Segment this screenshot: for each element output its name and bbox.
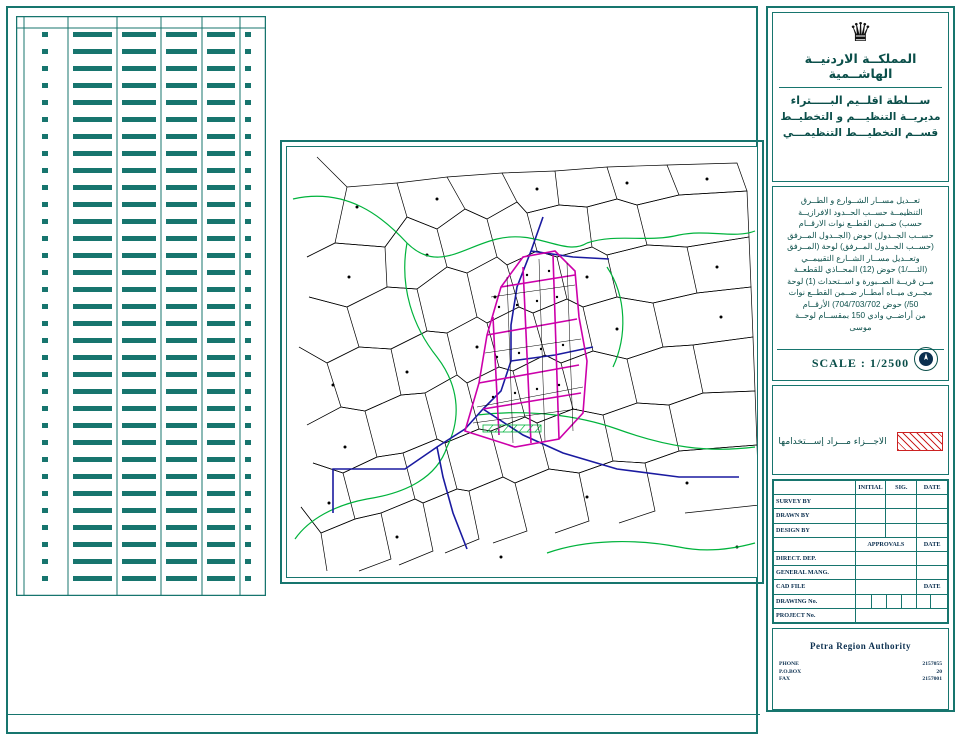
contact-value: 2157055 bbox=[922, 661, 942, 667]
drawing-no-boxes[interactable] bbox=[855, 594, 947, 608]
cell[interactable] bbox=[917, 509, 948, 523]
col-date: DATE bbox=[917, 481, 948, 495]
cad-file-date: DATE bbox=[917, 580, 948, 594]
divider bbox=[779, 87, 942, 88]
cell[interactable] bbox=[855, 608, 947, 622]
contact-value: 20 bbox=[936, 668, 942, 675]
left-block-bottom-rule bbox=[8, 714, 760, 715]
cell[interactable] bbox=[917, 551, 948, 565]
map-svg bbox=[287, 147, 758, 578]
description-line: مــن قريــة الصــبورة و اســتحداث (1) لوحة bbox=[787, 276, 934, 286]
col-approval-date: DATE bbox=[917, 537, 948, 551]
cell[interactable] bbox=[855, 566, 917, 580]
cell[interactable] bbox=[855, 495, 886, 509]
description-line: حسب) ضــمن القطــع نوات الارقــام bbox=[798, 219, 923, 228]
north-arrow-icon bbox=[914, 347, 938, 371]
cell[interactable] bbox=[855, 523, 886, 537]
contact-key: FAX bbox=[779, 676, 791, 682]
approvals-table bbox=[772, 479, 949, 624]
left-drawing-area bbox=[6, 6, 758, 734]
description-line: 50/) حوض 704/703/702) الأرقــام bbox=[802, 299, 919, 309]
map-frame bbox=[280, 140, 764, 584]
parcel-schedule-grid bbox=[16, 16, 266, 596]
description-line: (حســب الجــدول المــرفق) لوحة (المــرفق bbox=[787, 242, 934, 251]
title-block-header bbox=[772, 12, 949, 182]
row-cad-file: CAD FILE bbox=[774, 580, 856, 594]
spacer-cell bbox=[774, 537, 856, 551]
col-sig: SIG. bbox=[886, 481, 917, 495]
description-line: من أراضــي وادي 150 بمقســام لوحــة bbox=[795, 311, 926, 320]
table-row bbox=[774, 523, 948, 537]
contact-row bbox=[779, 669, 942, 677]
spacer-cell bbox=[774, 481, 856, 495]
scale-label: SCALE : 1/2500 bbox=[811, 355, 910, 370]
table-head-row bbox=[774, 537, 948, 551]
table-row bbox=[774, 580, 948, 594]
description-line: (الئــــ/1) حوض (12) المحــاذي للقطعــة bbox=[793, 265, 928, 274]
north-arrow-svg bbox=[918, 351, 934, 367]
cell[interactable] bbox=[917, 495, 948, 509]
description-line: التنظيمــة حســب الحــدود الافرازيــة bbox=[798, 207, 923, 217]
title-block bbox=[766, 6, 955, 712]
cell[interactable] bbox=[917, 523, 948, 537]
table-row bbox=[774, 509, 948, 523]
contact-row bbox=[779, 661, 942, 669]
cell[interactable] bbox=[855, 580, 917, 594]
legend-label: الاجـــزاء مـــراد إســـتخدامها bbox=[778, 436, 887, 447]
cell[interactable] bbox=[886, 495, 917, 509]
col-initial: INITIAL bbox=[855, 481, 886, 495]
table-row bbox=[774, 495, 948, 509]
description-line: وتعــديل مســار الشــارع التقييمــي bbox=[801, 253, 920, 263]
footer-panel bbox=[772, 628, 949, 710]
cell[interactable] bbox=[855, 509, 886, 523]
contact-key: P.O.BOX bbox=[779, 668, 802, 675]
department-title: قســم التخطيـــط التنظيمـــي bbox=[782, 127, 939, 139]
cell[interactable] bbox=[886, 523, 917, 537]
col-approvals: APPROVALS bbox=[855, 537, 917, 551]
table-row bbox=[774, 551, 948, 565]
hatched-area-swatch bbox=[897, 432, 943, 451]
table-row bbox=[774, 566, 948, 580]
kingdom-title: المملكــة الاردنيــة الهاشــمية bbox=[804, 51, 917, 81]
map-canvas bbox=[286, 146, 758, 578]
organization-name: Petra Region Authority bbox=[810, 641, 911, 651]
row-drawing-no: DRAWING No. bbox=[774, 594, 856, 608]
row-drawn-by: DRAWN BY bbox=[774, 509, 856, 523]
contact-row bbox=[779, 676, 942, 684]
description-line: حســب الجــدول) حوض (الجــدول المــرفق bbox=[787, 230, 934, 240]
directorate-title: مديريــة التنظيـــم و التخطيــط bbox=[780, 111, 941, 123]
row-design-by: DESIGN BY bbox=[774, 523, 856, 537]
description-line: تعــديل مســار الشــوارع و الطــرق bbox=[800, 196, 921, 205]
table-head-row bbox=[774, 481, 948, 495]
cell[interactable] bbox=[917, 566, 948, 580]
cell[interactable] bbox=[886, 509, 917, 523]
royal-crest-icon: ♛ bbox=[848, 17, 873, 47]
schedule-svg bbox=[16, 16, 266, 596]
row-general-mang: GENERAL MANG. bbox=[774, 566, 856, 580]
contact-rows bbox=[773, 661, 948, 684]
contact-key: PHONE bbox=[779, 661, 799, 667]
legend-row bbox=[773, 432, 948, 451]
approvals-grid bbox=[773, 480, 948, 623]
description-text bbox=[773, 187, 948, 333]
contact-value: 2157001 bbox=[922, 676, 942, 682]
description-line: موسى bbox=[849, 322, 872, 332]
legend-panel bbox=[772, 385, 949, 475]
row-project-no: PROJECT No. bbox=[774, 608, 856, 622]
row-survey-by: SURVEY BY bbox=[774, 495, 856, 509]
description-panel bbox=[772, 186, 949, 381]
cell[interactable] bbox=[855, 551, 917, 565]
table-row bbox=[774, 594, 948, 608]
scale-row bbox=[777, 349, 944, 376]
description-line: مجــرى ميــاه أمطــار ضــمن القطــع نوات bbox=[788, 288, 933, 297]
authority-title: ســـلطة اقلــيم البـــــتراء bbox=[790, 94, 931, 107]
table-row bbox=[774, 608, 948, 622]
row-direct-dep: DIRECT. DEP. bbox=[774, 551, 856, 565]
